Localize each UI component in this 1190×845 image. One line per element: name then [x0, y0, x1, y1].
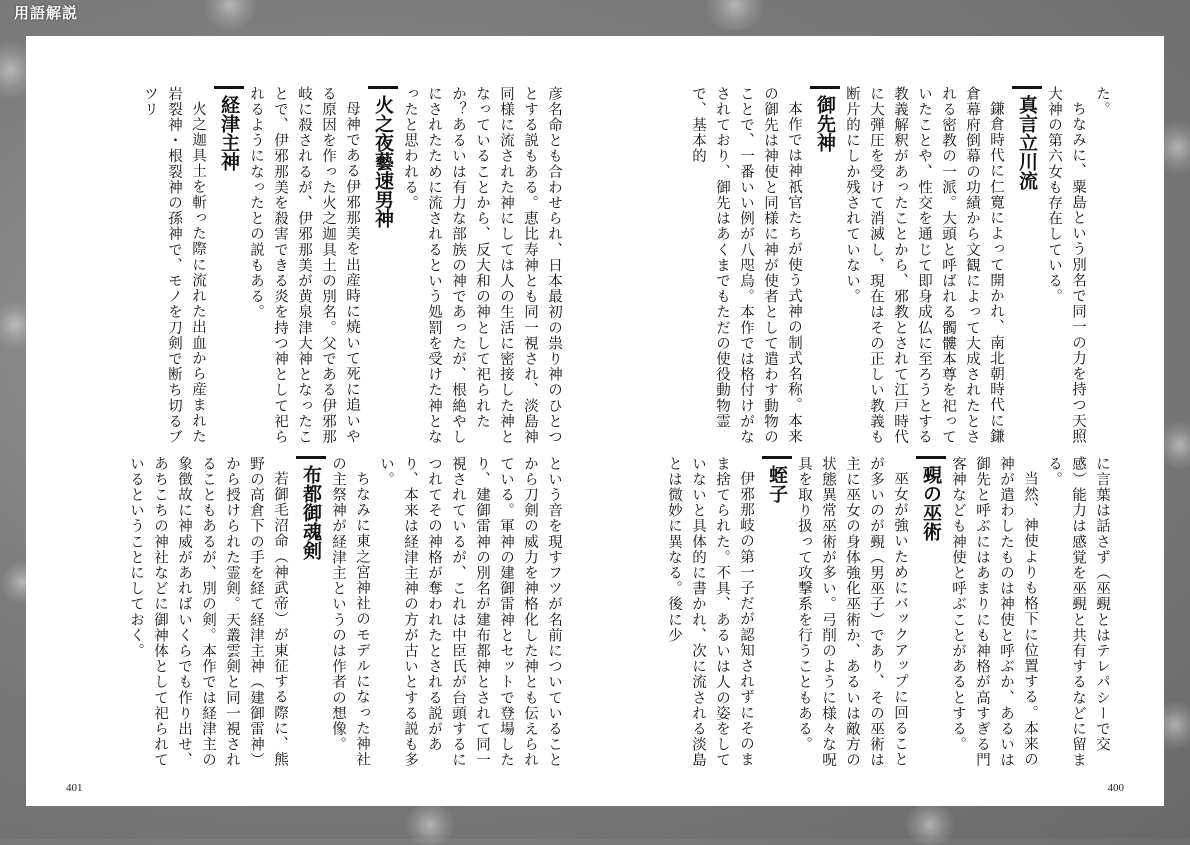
entry-body-misakigami: 本作では神祇官たちが使う式神の制式名称。本来の御先は神使と同様に神が使者として遣わす動物のことで、一番いい例が八咫烏。本作では格付けがなされており、御先はあくまでもただの使役動物霊で、基本的: [690, 86, 802, 445]
entry-heading-futsunomitama: 布都御魂剣: [296, 456, 326, 776]
left-lower-block: [124, 456, 566, 776]
entry-heading-futsunushi: 経津主神: [214, 86, 244, 446]
entry-body-futsunomitama: 若御毛沼命（神武帝）が東征する際に、熊野の高倉下の手を経て経津主神（建御雷神）から授けられた霊剣。天叢雲剣と同一視されることもあるが、別の剣。本作では経津主の象徴故に神威があればいくらでも作り出せ、あちこちの神社などに御神体として祀られているということにしておく。: [128, 456, 288, 768]
entry-heading-misakigami: 御先神: [810, 86, 840, 446]
right-lower-lead: に言葉は話さず（巫覡とはテレパシーで交感）能力は感覚を巫覡と共有するなどに留まる。: [1046, 456, 1110, 768]
entry-body-geki-fujutsu: 巫女が強いためにバックアップに回ることが多いのが覡（男巫子）であり、その巫術は主に巫女の身体強化巫術か、あるいは敵方の状態異常巫術が多い。弓削のように様々な呪具を取り扱って攻撃系を行うこともある。: [796, 456, 908, 768]
entry-heading-hiruko: 蛭子: [762, 456, 792, 776]
page-number: 401: [66, 782, 83, 794]
page-number: 400: [1107, 782, 1124, 794]
entry-heading-shingon-tachikawa: 真言立川流: [1012, 86, 1042, 446]
right-lower-tail-paragraph: 当然、神使よりも格下に位置する。本来の神が遣わしたものは神使と呼ぶか、あるいは御先と呼ぶにはあまりにも神格が高すぎる門客神なども神使と呼ぶことがあるとする。: [950, 456, 1038, 768]
section-title: 用語解説: [14, 4, 79, 22]
entry-body-hinoyagihayao: 母神である伊邪那美を出産時に焼いて死に追いやる原因を作った火之迦具土の別名。父である伊邪那岐に殺されるが、伊邪那美が黄泉津大神となったことで、伊邪那美を殺害できる炎を持つ神として祀られるようになったとの説もある。: [248, 86, 360, 445]
entry-heading-hinoyagihayao: 火之夜藝速男神: [368, 86, 398, 446]
entry-heading-geki-fujutsu: 覡の巫術: [916, 456, 946, 776]
right-upper-block: [686, 86, 1114, 446]
page-right: [589, 36, 1164, 806]
entry-body-shingon-tachikawa: 鎌倉時代に仁寛によって開かれ、南北朝時代に鎌倉幕府倒幕の功績から文観によって大成されたとされる密教の一派。大頭と呼ばれる髑髏本尊を祀っていたことや、性交を通じて即身成仏に至ろうとする教義解釈があったことから、邪教とされて江戸時代に大弾圧を受けて消滅し、現在はその正しい教義も断片的にしか残されていない。: [844, 86, 1004, 445]
entry-body-hiruko: 伊邪那岐の第一子だが認知されずにそのまま捨てられた。不具、あるいは人の姿をしていないと具体的に書かれ、次に流される淡島とは微妙に異なる。後に少: [666, 456, 754, 768]
left-upper-lead: 彦名命とも合わせられ、日本最初の祟り神のひとつとする説もある。恵比寿神とも同一視され、淡島神同様に流された神にしては人の生活に密接した神となっていることから、反大和の神として祀られたか？あるいは有力な部族の神であったが、根絶やしにされたために流されるという処罰を受けた神となったと思われる。: [402, 86, 562, 445]
left-lower-tail-paragraph: ちなみに東之宮神社のモデルになった神社の主祭神が経津主というのは作者の想像。: [330, 456, 370, 767]
left-lower-lead: という音を現すフツが名前についていることから刀剣の威力を神格化した神とも伝えられている。軍神の建御雷神とセットで登場したり、建御雷神の別名が建布都神とされて同一視されているが、これは中臣氏が台頭するにつれてその神格が奪われたとされる説があり、本来は経津主神の方が古いとする説も多い。: [378, 456, 562, 768]
right-upper-lead: た。: [1094, 86, 1110, 118]
page-left: [26, 36, 601, 806]
left-upper-block: [138, 86, 566, 446]
entry-body-futsunushi: 火之迦具土を斬った際に流れた出血から産まれた岩裂神・根裂神の孫神で、モノを刀剣で断ち切るブツリ: [142, 86, 206, 445]
right-lower-block: [662, 456, 1114, 776]
right-upper-tail-paragraph: ちなみに、粟島という別名で同一の力を持つ天照大神の第六女も存在している。: [1046, 86, 1086, 444]
